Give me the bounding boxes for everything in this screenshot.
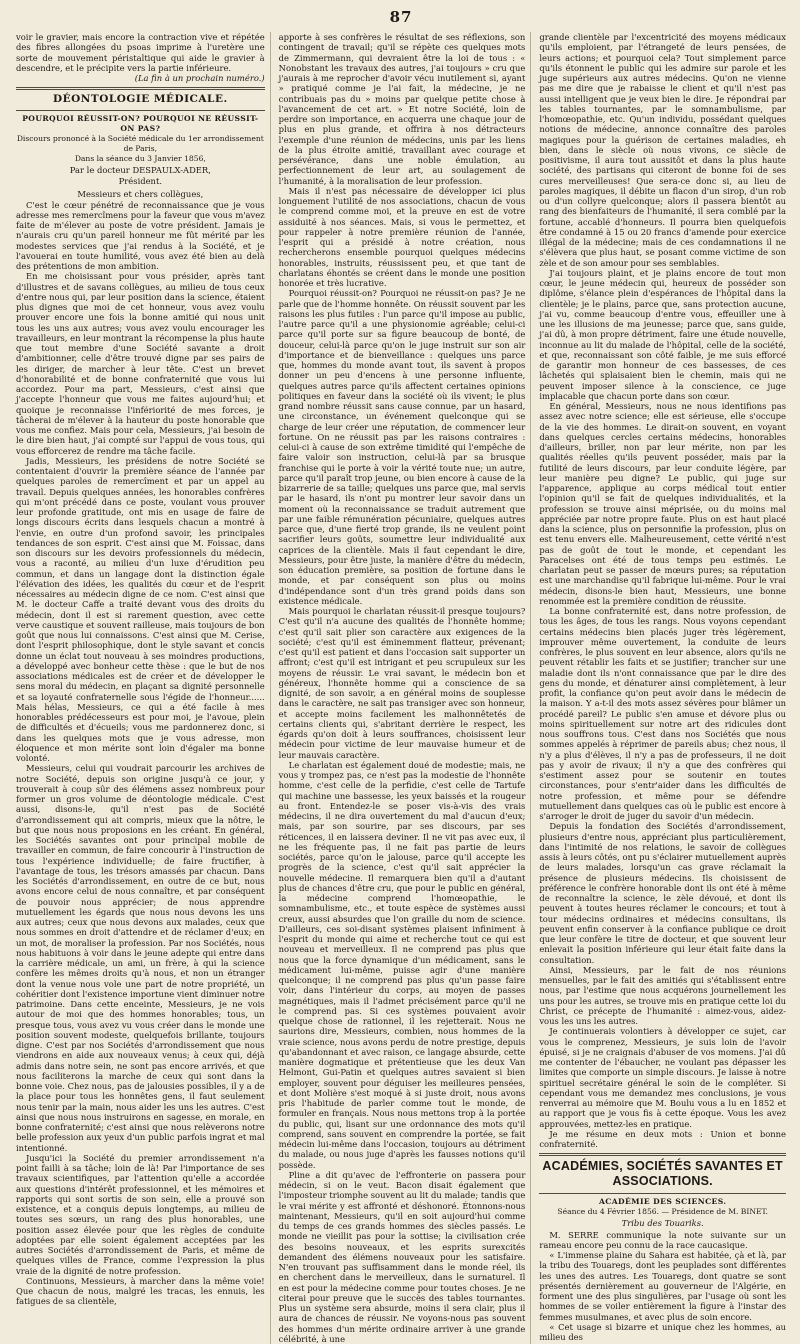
- col3-paragraph: En général, Messieurs, nous ne nous identifions pas assez avec notre science; elle est sérieuse, elle s'occupe de la vie des hommes. Le dirait-on souvent, en voyant dans quelques cercles certains médecins, honorables d'ailleurs, briller, non par leur mérite, non par les qualités réelles qu'ils peuvent posséder, mais par la futilité de leurs discours, par leur conduite légère, par leur manière peu digne? Le public, qui juge sur l'apparence, applique au corps médical tout entier l'opinion qu'il se fait de quelques individualités, et la profession se trouve ainsi méprisée, ou du moins mal appréciée par notre propre faute. Plus on est haut placé dans la science, plus on personnifie la profession, plus on est tenu envers elle. Malheureusement, cette vérité n'est pas de goût de tout le monde, et cependant les Paracelses ont été de tous temps peu estimés. Le charlatan peut se passer de mœurs pures; sa réputation est une marchandise qu'il fabrique lui-même. Pour le vrai médecin, disons-le bien haut, Messieurs, une bonne renommée est la première condition de réussite.: [539, 401, 786, 606]
- section-divider: [16, 87, 265, 90]
- column-3: [530, 32, 786, 1344]
- column-2: [270, 32, 526, 1344]
- section-divider: [539, 1153, 786, 1156]
- lead-paragraph: voir le gravier, mais encore la contraction vive et répétée des fibres allongées du psoas imprime à l'uretère une sorte de mouvement péristaltique qui aide le gravier à descendre, et le précipite vers la partie inférieure.: [16, 32, 265, 73]
- col1-paragraph: Jusqu'ici la Société du premier arrondissement n'a point failli à sa tâche; loin de là! Par l'importance de ses travaux scientifiques, par l'attention qu'elle a accordée aux questions d'intérêt professionnel, et les mémoires et rapports qui sont sortis de son sein, elle a prouvé son existence, et a conquis depuis longtemps, au milieu de toutes ses sœurs, un rang des plus honorables, une position assez élevée pour que les règles de conduite adoptées par elle soient également acceptées par les autres Sociétés d'arrondissement de Paris, et même de quelques villes de France, comme l'expression la plus vraie de la dignité de notre profession.: [16, 1152, 265, 1276]
- continuation-note: (La fin à un prochain numéro.): [134, 73, 265, 83]
- article-subtitle: POURQUOI RÉUSSIT-ON? POURQUOI NE RÉUSSIT-ON PAS?: [22, 114, 259, 134]
- col2-paragraph: Pourquoi réussit-on? Pourquoi ne réussit-on pas? Je ne parle que de l'homme honnête. On réussit souvent par les raisons les plus futiles : l'un parce qu'il impose au public, l'autre parce qu'il a une physionomie agréable; celui-ci parce qu'il porte sur sa figure beaucoup de bonté, de douceur, celui-là parce qu'on le juge instruit sur son air d'importance et de bienveillance : quelques uns parce que, hommes du monde avant tout, ils savent à propos donner un peu d'encens à une personne influente, quelques autres parce qu'ils affectent certaines opinions politiques en faveur dans la société où ils vivent; le plus grand nombre réussit sans cause connue, par un hasard, une circonstance, un événement quelconque qui se charge de leur créer une réputation, de commencer leur fortune. On ne réussit pas par les raisons contraires : celui-ci à cause de son extrême timidité qui l'empêche de faire valoir son instruction, celui-là par sa brusque franchise qui le porte à voir la vérité toute nue; un autre, parce qu'il paraît trop jeune, ou bien encore à cause de la bizarrerie de sa taille; quelques uns parce que, mal servis par le hasard, ils n'ont pu montrer leur savoir dans un moment où la reconnaissance se traduit autrement que par une faible rémunération pécuniaire, quelques autres parce que, d'une fierté trop grande, ils ne veulent point sacrifier leurs goûts, soumettre leur individualité aux caprices de la clientèle. Mais il faut cependant le dire, Messieurs, pour être juste, la manière d'être du médecin, son éducation première, sa position de fortune dans le monde, et par conséquent son plus ou moins d'indépendance sont d'un très grand poids dans son existence médicale.: [278, 288, 526, 606]
- col2-paragraph: apporte à ses confrères le résultat de ses réflexions, son contingent de travail; qu'il se répète ces quelques mots de Zimmermann, qui devraient être la loi de tous : « Nonobstant les travaux des autres, j'ai toujours » cru que j'aurais à me reprocher d'avoir vécu inutilement si, ayant » pratiqué comme je l'ai fait, la médecine, je ne contribuais pas du » moins par quelque petite chose à l'avancement de cet art. » Et notre Société, loin de perdre son importance, en acquerra une chaque jour de plus en plus grande, et offrira à nos détracteurs l'exemple d'une réunion de médecins, unis par les liens de la plus étroite amitié, travaillant avec courage et persévérance, dans une noble émulation, au perfectionnement de leur art, au soulagement de l'humanité, à la moralisation de leur profession.: [278, 32, 526, 186]
- col3-paragraph: La bonne confraternité est, dans notre profession, de tous les âges, de tous les rangs. Nous voyons cependant certains médecins bien placés juger très légèrement, improuver même ouvertement, la conduite de leurs confrères, le plus souvent en leur absence, alors qu'ils ne peuvent rétablir les faits et se justifier; trancher sur une maladie dont ils n'ont connaissance que par le dire des gens du monde, et dénaturer ainsi complètement, à leur profit, la confiance qu'on peut avoir dans le médecin de la maison. Y a-t-il des mots assez sévères pour blâmer un procédé pareil? Le public s'en amuse et dévore plus ou moins spirituellement sur notre art des ridicules dont nous souffrons tous. C'est dans nos Sociétés que nous sommes appelés à réprimer de pareils abus; chez nous, il n'y a plus d'élèves, il n'y a pas de professeurs, il ne doit pas y avoir de rivaux; il n'y a que des confrères qui s'estiment assez pour se soutenir en toutes circonstances, pour s'entr'aider dans les difficultés de notre profession, et même pour se défendre mutuellement dans quelques cas où le public est encore à s'arroger le droit de juger du savoir d'un médecin.: [539, 606, 786, 821]
- speech-context: Discours prononcé à la Société médicale du 1er arrondissement de Paris,: [16, 134, 264, 154]
- seance-line: Séance du 4 Février 1856. — Présidence de M. BINET.: [557, 1207, 768, 1217]
- col3-paragraph: « L'immense plaine du Sahara est habitée, çà et là, par la tribu des Touaregs, dont les peuplades sont différentes les unes des autres. Les Touaregs, dont quatre se sont présentés dernièrement au gouverneur de l'Algérie, en forment une des plus singulières, par l'usage où sont les hommes de se voiler entièrement la figure à l'instar des femmes musulmanes, et avec plus de soin encore.: [539, 1250, 786, 1322]
- author-line: [16, 165, 265, 186]
- session-date: Dans la séance du 3 Janvier 1856,: [74, 154, 206, 164]
- title-underline: [16, 110, 265, 111]
- col1-paragraph: Continuons, Messieurs, à marcher dans la même voie! Que chacun de nous, malgré les tracas, les ennuis, les fatigues de sa clientèle,: [16, 1275, 265, 1307]
- article-columns: [16, 32, 786, 1344]
- column-1: [16, 32, 265, 1344]
- col3-paragraph: grande clientèle par l'excentricité des moyens médicaux qu'ils emploient, par l'étrangeté de leurs pensées, de leurs actions; et pourquoi cela? Tout simplement parce qu'ils étonnent le public qui les admire sur parole et les juge supérieurs aux autres médecins. Qu'on ne vienne pas me dire que je rabaisse le client et qu'il n'est pas aussi intelligent que je veux bien le dire. Je répondrai par les tables tournantes, par le somnambulisme, par l'homœopathie, etc. Qu'un individu, possédant quelques notions de médecine, annonce connaître des paroles magiques pour la guérison de certaines maladies, eh bien, dans le siècle où nous vivons, ce siècle de positivisme, il aura tout aussitôt et dans la plus haute société, des partisans qui citeront de bonne foi de ses cures merveilleuses! Que sera-ce donc si, au lieu de paroles magiques, il débite un flacon d'un sirop, d'un rob ou d'un collyre quelconque; alors il passera bientôt au rang des bienfaiteurs de l'humanité, il sera comblé par la fortune, accablé d'honneurs. Il pourra bien quelquefois être condamné à 15 ou 20 francs d'amende pour exercice illégal de la médecine; mais de ces condamnations il ne s'élèvera que plus haut, se posant comme victime de son zèle et de son amour pour ses semblables.: [539, 32, 786, 268]
- col3-paragraph: Je continuerais volontiers à développer ce sujet, car vous le comprenez, Messieurs, je suis loin de l'avoir épuisé, si je ne craignais d'abuser de vos momens. J'ai dû me contenter de l'ébaucher, ne voulant pas dépasser les limites que comporte un simple discours. Je laisse à notre spirituel secrétaire général le soin de le compléter. Si cependant vous me demandez mes conclusions, je vous renverrai au mémoire que M. Boulu vous a lu en 1852 et au rapport que je vous fis à cette époque. Vous les avez approuvées, mettez-les en pratique.: [539, 1026, 786, 1129]
- academy-name: ACADÉMIE DES SCIENCES.: [598, 1197, 727, 1207]
- col1-paragraph: Messieurs, celui qui voudrait parcourir les archives de notre Société, depuis son origine jusqu'à ce jour, y trouverait à coup sûr des élémens assez nombreux pour former un gros volume de déontologie médicale. C'est aussi, disons-le, qu'il n'est pas de Société d'arrondissement qui ait compris, mieux que la nôtre, le but que nous nous proposions en les créant. En général, les Sociétés savantes ont pour principal mobile de travailler en commun, de faire concourir à l'instruction de tous l'expérience individuelle; de faire fructifier, à l'avantage de tous, les trésors amassés par chacun. Dans les Sociétés d'arrondissement, en outre de ce but, nous avons encore celui de nous connaître, et par conséquent de pouvoir nous apprécier; de nous apprendre mutuellement les égards que nous nous devons les uns aux autres; ceux que nous devons aux malades, ceux que nous sommes en droit d'attendre et de réclamer d'eux; en un mot, de moraliser la profession. Par nos Sociétés, nous nous habituons à voir dans le jeune adepte qui entre dans la carrière médicale, un ami, un frère, à qui la science confère les mêmes droits qu'à nous, et non un étranger dont la venue nous vole une part de notre propriété, un cohéritier dont l'existence importune vient diminuer notre patrimoine. Dans cette enceinte, Messieurs, je ne vois autour de moi que des hommes honorables; tous, un presque tous, vous avez vu vous créer dans le monde une position souvent modeste, quelquefois brillante, toujours digne. C'est par nos Sociétés d'arrondissement que nous viendrons en aide aux nouveaux venus; à ceux qui, déjà admis dans notre sein, ne sont pas encore arrivés, et que nous faciliterons la marche de ceux qui sont dans la bonne voie. Chez nous, pas de jalousies possibles, il y a de la place pour tous les honnêtes gens, il faut seulement nous tenir par la main, nous aider les uns les autres. C'est ainsi que nous nous instruirons en sagesse, en morale, en bonne confraternité; c'est ainsi que nous relèverons notre belle profession aux yeux d'un public parfois ingrat et mal intentionné.: [16, 763, 265, 1153]
- col3-paragraph: Depuis la fondation des Sociétés d'arrondissement, plusieurs d'entre nous, appréciant plus particulièrement, dans l'intimité de nos relations, le savoir de collègues assis à leurs côtés, ont pu s'éclairer mutuellement auprès de leurs malades, lorsqu'un cas grave réclamait la présence de plusieurs médecins. Ils choisissent de préférence le confrère honorable dont ils ont été à même de reconnaître la science, le zèle dévoué, et dont ils peuvent à toutes heures réclamer le concours; et tout à tour médecins ordinaires et médecins consultans, ils peuvent enfin conserver à la confiance publique ce droit que leur confère le titre de docteur, et que souvent leur enlevait la position inférieure qui leur était faite dans la consultation.: [539, 821, 786, 965]
- salutation: Messieurs et chers collègues,: [77, 189, 204, 200]
- col2-paragraph: Pline a dit qu'avec de l'effronterie on passera pour médecin, si on le veut. Bacon disait également que l'imposteur triomphe souvent au lit du malade; tandis que le vrai mérite y est affronté et déshonoré. Étonnons-nous maintenant, Messieurs, qu'il en soit aujourd'hui comme du temps de ces grands hommes des siècles passés. Le monde ne vieillit pas pour la sottise; la civilisation crée des besoins nouveaux, et les esprits surexcités demandent des élémens nouveaux pour les satisfaire. N'en trouvant pas suffisamment dans le monde réel, ils en cherchent dans le merveilleux, dans le surnaturel. Il en est pour la médecine comme pour toutes choses. Je ne citerai pour preuve que le succès des tables tournantes. Plus un système sera absurde, moins il sera clair, plus il aura de chances de réussir. Ne voyons-nous pas souvent des hommes d'un mérite ordinaire arriver à une grande célébrité, à une: [278, 1169, 526, 1344]
- col1-paragraph: C'est le cœur pénétré de reconnaissance que je vous adresse mes remercîmens pour la faveur que vous m'avez faite de m'élever au poste de votre président. Jamais je n'aurais cru qu'un pareil honneur me fût mérité par les modestes services que j'ai rendus à la Société, et je l'avouerai en toute humilité, vous avez été bien au delà des prétentions de mon ambition.: [16, 199, 265, 271]
- col3-paragraph: « Cet usage si bizarre et unique chez les hommes, au milieu des: [539, 1321, 786, 1342]
- page-number: 87: [389, 8, 413, 26]
- col3-paragraph: Je me résume en deux mots : Union et bonne confraternité.: [539, 1128, 786, 1149]
- author-name: Par le docteur DESPAULX-ADER,: [69, 165, 211, 176]
- col2-paragraph: Mais pourquoi le charlatan réussit-il presque toujours? C'est qu'il n'a aucune des qualités de l'honnête homme; c'est qu'il sait plier son caractère aux exigences de la société; c'est qu'il est éminemment flatteur, prévenant; c'est qu'il est patient et dans l'occasion sait supporter un affront; c'est qu'il est intrigant et peu scrupuleux sur les moyens de réussir. Le vrai savant, le médecin bon et généreux, l'honnête homme qui a conscience de sa dignité, de son savoir, a en général moins de souplesse dans le caractère, ne sait pas transiger avec son honneur, et accepte moins facilement les malhonnêtetés de certains clients qui, s'abritant derrière le respect, les égards qu'on doit à leurs souffrances, choisissent leur médecin pour victime de leur mauvaise humeur et de leur mauvais caractère.: [278, 606, 526, 760]
- academies-section-title: ACADÉMIES, SOCIÉTÉS SAVANTES ET ASSOCIATIONS.: [542, 1159, 783, 1189]
- author-role: Président.: [118, 175, 162, 186]
- title-underline: [539, 1193, 786, 1194]
- col2-paragraph: Mais il n'est pas nécessaire de développer ici plus longuement l'utilité de nos associations, chacun de vous le comprend comme moi, et la preuve en est de votre assiduité à nos séances. Mais, si vous le permettez, et pour rappeler à notre première réunion de l'année, l'esprit qui a présidé à notre création, nous rechercherons ensemble pourquoi quelques médecins honorables, instruits, réussissent peu, et que tant de charlatans éhontés se créent dans le monde une position honorée et très lucrative.: [278, 185, 526, 288]
- section-title: DÉONTOLOGIE MÉDICALE.: [53, 93, 228, 106]
- col3-paragraph: Ainsi, Messieurs, par le fait de nos réunions mensuelles, par le fait des amitiés qui s'établissent entre nous, par l'estime que nous acquérons journellement les uns pour les autres, se trouve mis en pratique cette loi du Christ, ce précepte de l'humanité : aimez-vous, aidez-vous les uns les autres.: [539, 964, 786, 1026]
- col3-paragraph: M. SERRE communique la note suivante sur un rameau encore peu connu de la race caucasique.: [539, 1229, 786, 1250]
- col3-paragraph: J'ai toujours plaint, et je plains encore de tout mon cœur, le jeune médecin qui, heureux de posséder son diplôme, s'élance plein d'espérances de l'hôpital dans la clientèle; je le plains, parce que, sans protection aucune, j'ai vu, comme beaucoup d'entre vous, effeuiller une à une les illusions de ma jeunesse; parce que, sans guide, j'ai dû, à mon propre détriment, faire une étude nouvelle, inconnue au lit du malade de l'hôpital, celle de la société, et que, reconnaissant son côté faible, je me suis efforcé de garantir mon honneur de ces bassesses, de ces lâchetés qui splaisaient bien le chemin, mais qui ne peuvent imposer silence à la conscience, ce juge implacable que chacun porte dans son cœur.: [539, 267, 786, 401]
- col2-paragraph: Le charlatan est également doué de modestie; mais, ne vous y trompez pas, ce n'est pas la modestie de l'honnête homme, c'est celle de la perfidie, c'est celle de Tartufe qui machine une bassesse, les yeux baissés et la rougeur au front. Entendez-le se poser vis-à-vis des vrais médecins, il ne dira ouvertement du mal d'aucun d'eux; mais, par son sourire, par ses discours, par ses réticences, il en laissera deviner. Il ne vit pas avec eux, il ne les fréquente pas, il ne fait pas partie de leurs sociétés, parce qu'on le jalouse, parce qu'il accepte les progrès de la science, c'est qu'il sait apprécier la nouvelle médecine. Il remarquera bien qu'il a d'autant plus de chances d'être cru, que pour le public en général, la médecine comprend l'homœopathie, le somnambulisme, etc., et toute espèce de systèmes aussi creux, aussi absurdes que l'on graille du nom de science. D'ailleurs, ces soi-disant systèmes plaisent infiniment à l'esprit du monde qui aime et recherche tout ce qui est nouveau et merveilleux. Il ne comprend pas plus que nous que la force dynamique d'un médicament, sans le médicament lui-même, puisse agir d'une manière quelconque; il ne comprend pas plus qu'un passe faire voir, dans l'intérieur du corps, au moyen de passes magnétiques, mais il l'admet précisément parce qu'il ne le comprend pas. Si ces systèmes pouvaient avoir quelque chose de rationnel, il les rejetterait. Nous ne saurions dire, Messieurs, combien, nous hommes de la vraie science, nous avons perdu de notre prestige, depuis qu'abandonnant et avec raison, ce langage absurde, cette manière dogmatique et prétentieuse que les deux Van Helmont, Gui-Patin et quelques autres savaient si bien employer, souvent pour déguiser les meilleures pensées, et dont Molière s'est moqué à si juste droit, nous avons pris l'habitude de parler comme tout le monde, de formuler en français. Nous nous mettons trop à la portée du public, qui, lisant sur une ordonnance des mots qu'il comprend, sans souvent en comprendre la portée, se fait médecin lui-même dans l'occasion, toujours au détriment du malade, ou nous juge d'après les fausses notions qu'il possède.: [278, 759, 526, 1170]
- report-title: Tribu des Touariks.: [621, 1218, 704, 1229]
- col1-paragraph: En me choisissant pour vous présider, après tant d'illustres et de savans collègues, au milieu de tous ceux d'entre nous qui, par leur position dans la science, étaient plus dignes que moi de cet honneur, vous avez voulu prouver encore une fois la bonne amitié qui nous unit tous les uns aux autres; vous avez voulu encourager les travailleurs, en leur montrant la récompense la plus haute que tout membre d'une Société savante a droit d'ambitionner, celle d'être trouvé digne par ses pairs de les diriger, de marcher à leur tête. C'est un brevet d'honorabilité et de bonne confraternité que vous lui accordez. Pour ma part, Messieurs, c'est ainsi que j'accepte l'honneur que vous me faites aujourd'hui; et quoique je reconnaisse l'infériorité de mes forces, je tâcherai de m'élever à la hauteur du poste honorable que vous me confiez. Mais pour cela, Messieurs, j'ai besoin de le dire bien haut, j'ai compté sur l'appui de vous tous, qui vous efforcerez de rendre ma tâche facile.: [16, 271, 265, 456]
- col1-paragraph: Jadis, Messieurs, les présidens de notre Société se contentaient d'ouvrir la première séance de l'année par quelques paroles de remercîment et par un appel au travail. Depuis quelques années, les honorables confrères qui m'ont précédé dans ce poste, voulant vous prouver leur profonde gratitude, ont mis en usage de faire de longs discours écrits dans lesquels chacun a montré à l'envie, en outre d'un profond savoir, les principales tendances de son esprit. C'est ainsi que M. Foissac, dans son discours sur les devoirs professionnels du médecin, vous a raconté, au milieu d'un luxe d'érudition peu commun, et dans un langage dont la distinction égale l'élévation des idées, les qualités du cœur et de l'esprit nécessaires au médecin digne de ce nom. C'est ainsi que M. le docteur Caffe a traité devant vous des droits du médecin, dont il est si rarement question, avec cette verve caustique et souvent railleuse, mais toujours de bon goût que nous lui connaissons. C'est ainsi que M. Cerise, dont l'esprit philosophique, dont le style savant et concis donne un éclat tout nouveau à ses moindres productions, a développé avec bonheur cette thèse : que le but de nos associations médicales est de créer et de développer le sens moral du médecin, en plaçant sa dignité personnelle et sa loyauté confraternelle sous l'égide de l'honneur...... Mais hélas, Messieurs, ce qui a été facile à mes honorables prédécesseurs est pour moi, je l'avoue, plein de difficultés et d'écueils; vous me pardonnerez donc, si dans les quelques mots que je vous adresse, mon éloquence et mon mérite sont loin d'égaler ma bonne volonté.: [16, 455, 265, 763]
